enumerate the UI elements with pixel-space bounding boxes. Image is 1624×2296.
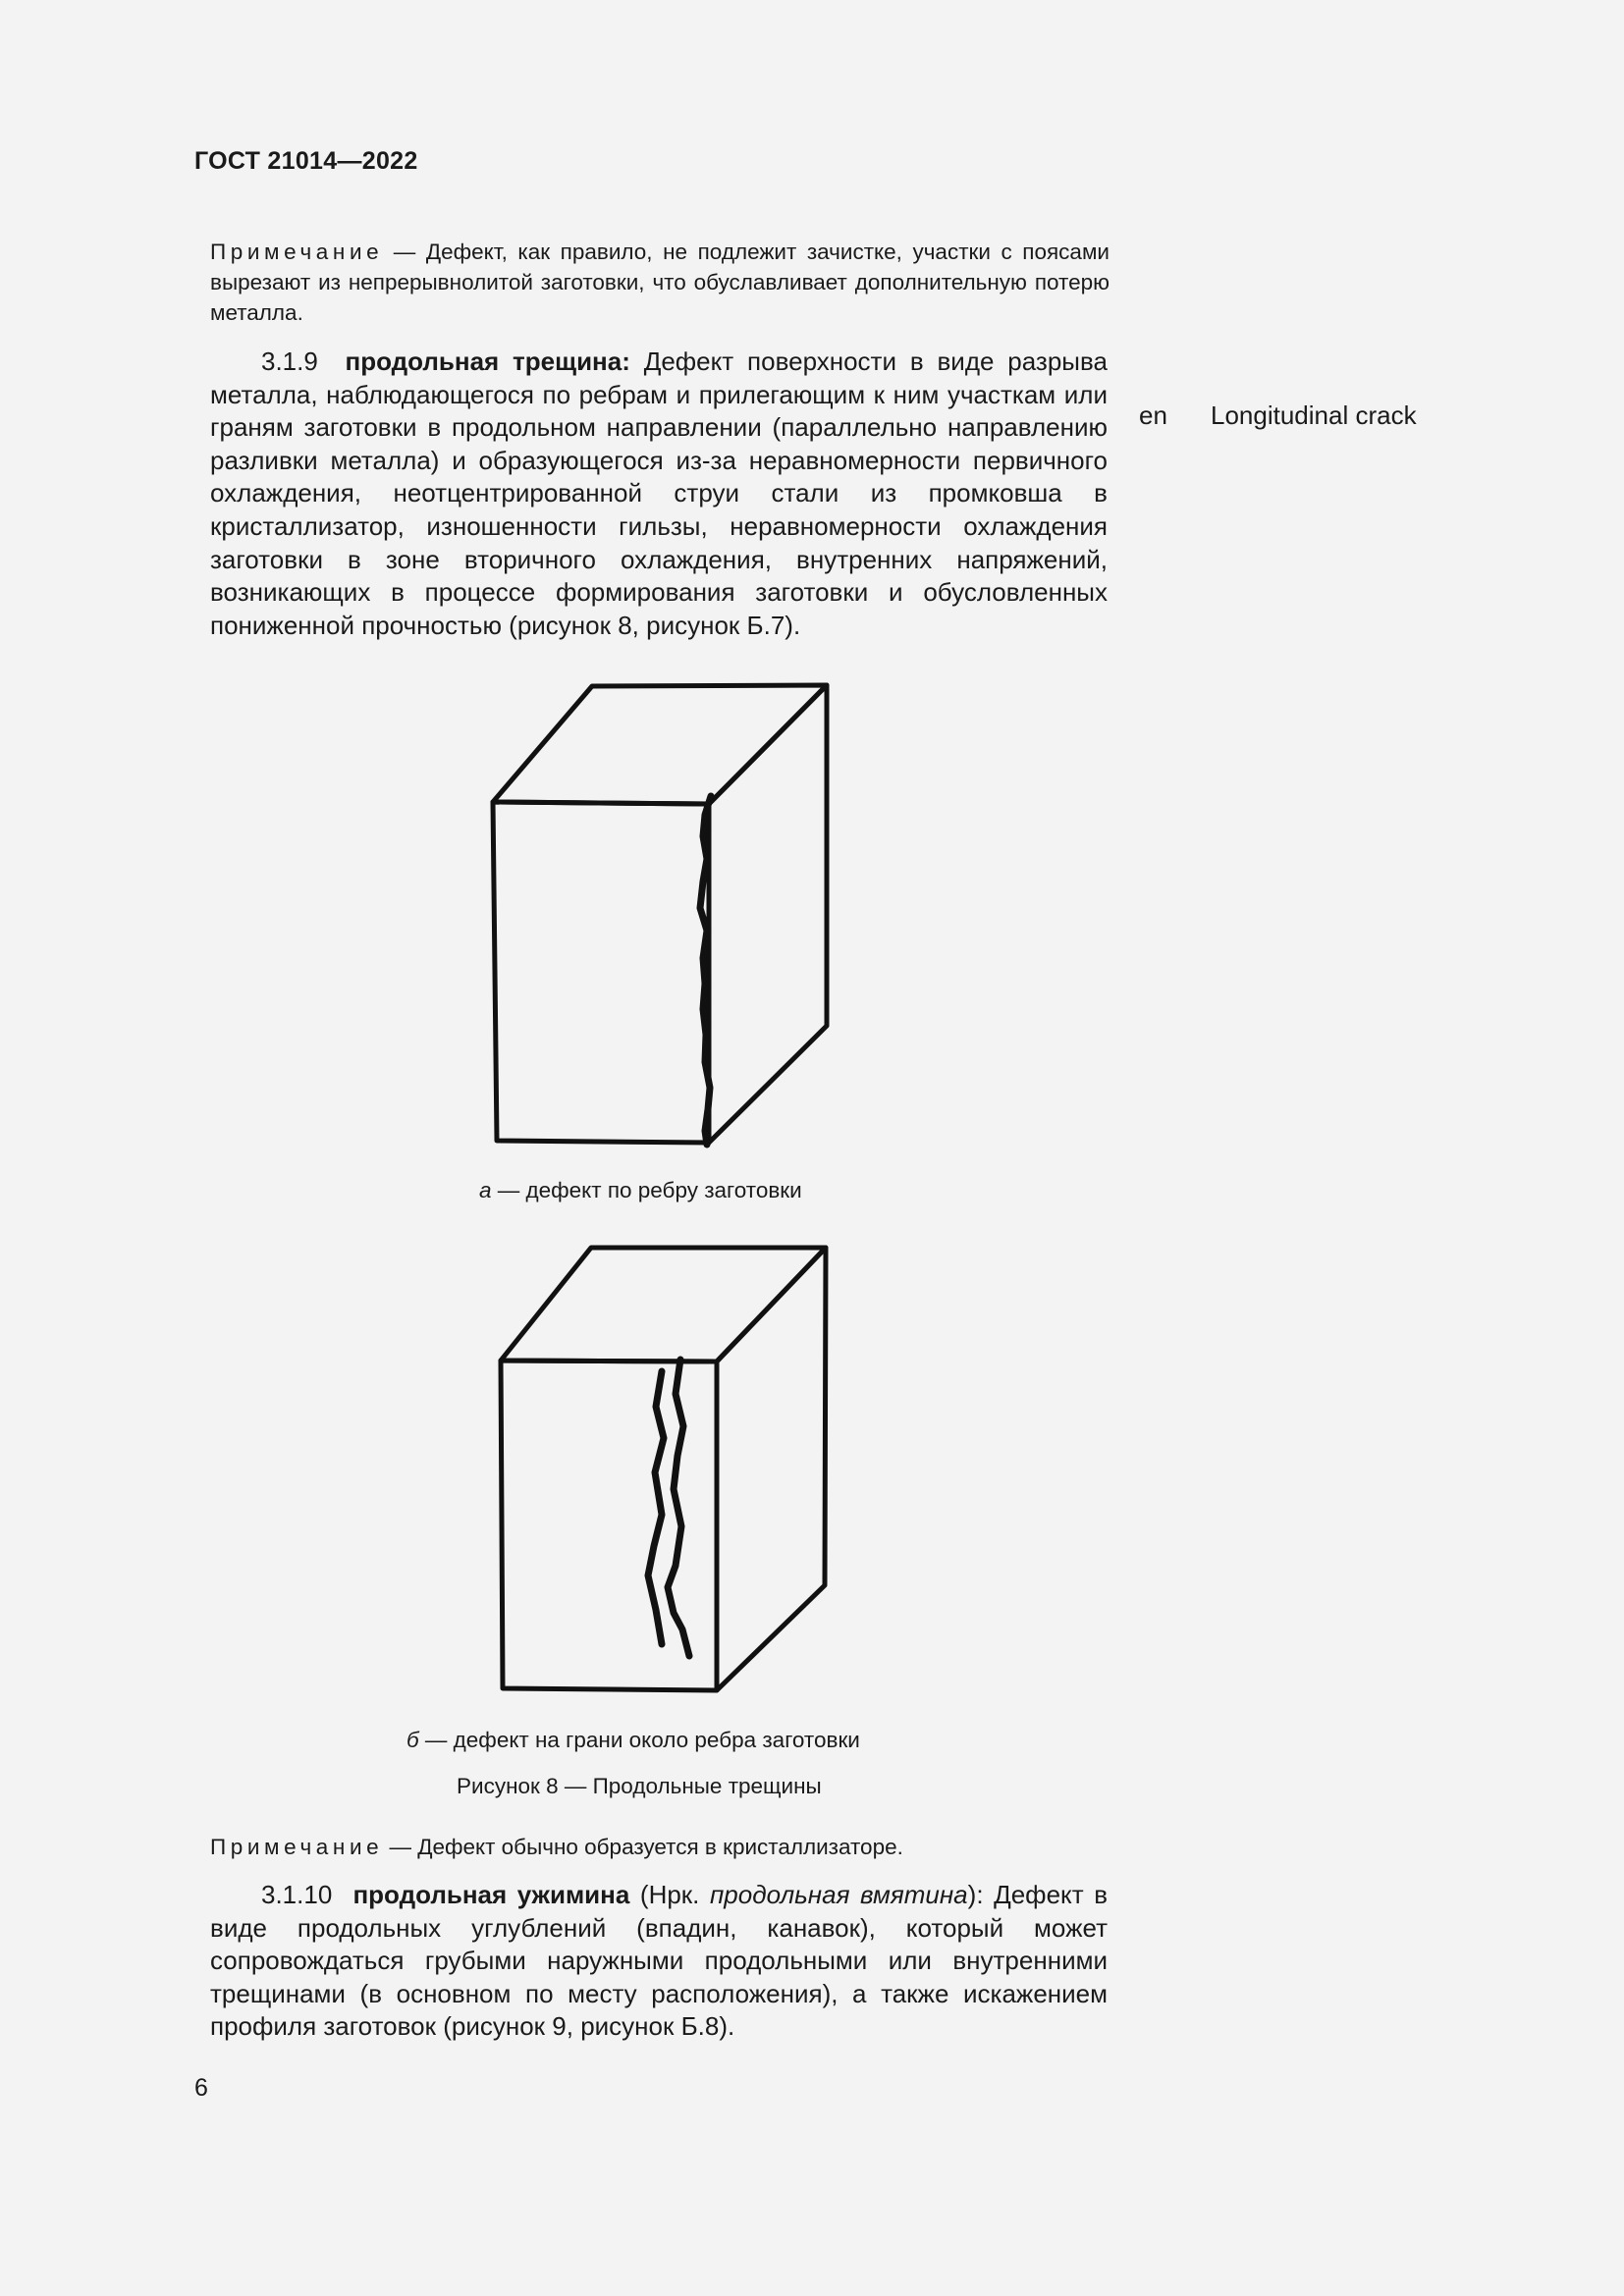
figure-8-title: Рисунок 8 — Продольные трещины [457, 1774, 822, 1798]
figure-8a-letter: а [479, 1178, 492, 1202]
note-1 [210, 237, 1110, 328]
document-header: ГОСТ 21014—2022 [194, 147, 418, 175]
term-3-1-9-term: продольная трещина: [345, 347, 630, 376]
term-3-1-9-definition: Дефект поверхности в виде разрыва металла, наблюдающегося по ребрам и прилегающим к ним участкам или граням заготовки в продольном направлении (параллельно направлению разливки металла) и образующегося из-за неравномерности первичного охлаждения, неотцентрированной струи стали из промковша в кристаллизатор, изношенности гильзы, неравномерности охлаждения заготовки в зоне вторичного охлаждения, внутренних напряжений, возникающих в процессе формирования заготовки и обусловленных пониженной прочностью (рисунок 8, рисунок Б.7). [210, 347, 1108, 640]
billet-side-face [709, 685, 827, 1143]
figure-8b-caption [406, 1728, 860, 1753]
billet-top-face [501, 1248, 826, 1362]
term-3-1-9 [210, 346, 1108, 642]
term-3-1-10-term: продольная ужимина [352, 1880, 630, 1909]
note-2-label: Примечание [210, 1835, 384, 1859]
term-3-1-10-number: 3.1.10 [261, 1880, 333, 1909]
face-crack-1 [648, 1371, 664, 1644]
figure-8a-crack-on-edge [471, 667, 864, 1158]
figure-8b-text: — дефект на грани около ребра заготовки [418, 1728, 860, 1752]
term-3-1-9-english: Longitudinal crack [1211, 400, 1417, 430]
figure-8a-caption [479, 1178, 802, 1203]
face-crack-2 [668, 1360, 689, 1656]
note-1-text: — Дефект, как правило, не подлежит зачистке, участки с поясами вырезают из непрерывнолитой заготовки, что обуславливает дополнительную потерю металла. [210, 240, 1110, 325]
term-3-1-10-alt-term: продольная вмятина [709, 1880, 968, 1909]
note-2-text: — Дефект обычно образуется в кристаллизаторе. [383, 1835, 903, 1859]
page-number: 6 [194, 2074, 208, 2102]
term-3-1-10-definition: ): Дефект в виде продольных углублений (впадин, канавок), который может сопровождаться грубыми наружными продольными или внутренними трещинами (в основном по месту расположения), а также искажением профиля заготовок (рисунок 9, рисунок Б.8). [210, 1880, 1109, 2042]
billet-front-face [493, 802, 709, 1143]
term-3-1-9-number: 3.1.9 [261, 347, 318, 376]
note-1-label: Примечание [210, 240, 384, 264]
term-3-1-10-pre-alt: (Нрк. [629, 1880, 710, 1909]
note-2 [210, 1832, 1110, 1862]
figure-8b-letter: б [406, 1728, 419, 1752]
term-3-1-9-lang: en [1139, 400, 1167, 430]
figure-8a-text: — дефект по ребру заготовки [491, 1178, 802, 1202]
figure-8b-crack-near-edge [481, 1232, 854, 1703]
billet-top-face [493, 685, 827, 804]
term-3-1-10 [210, 1879, 1108, 2044]
billet-side-face [717, 1248, 826, 1690]
